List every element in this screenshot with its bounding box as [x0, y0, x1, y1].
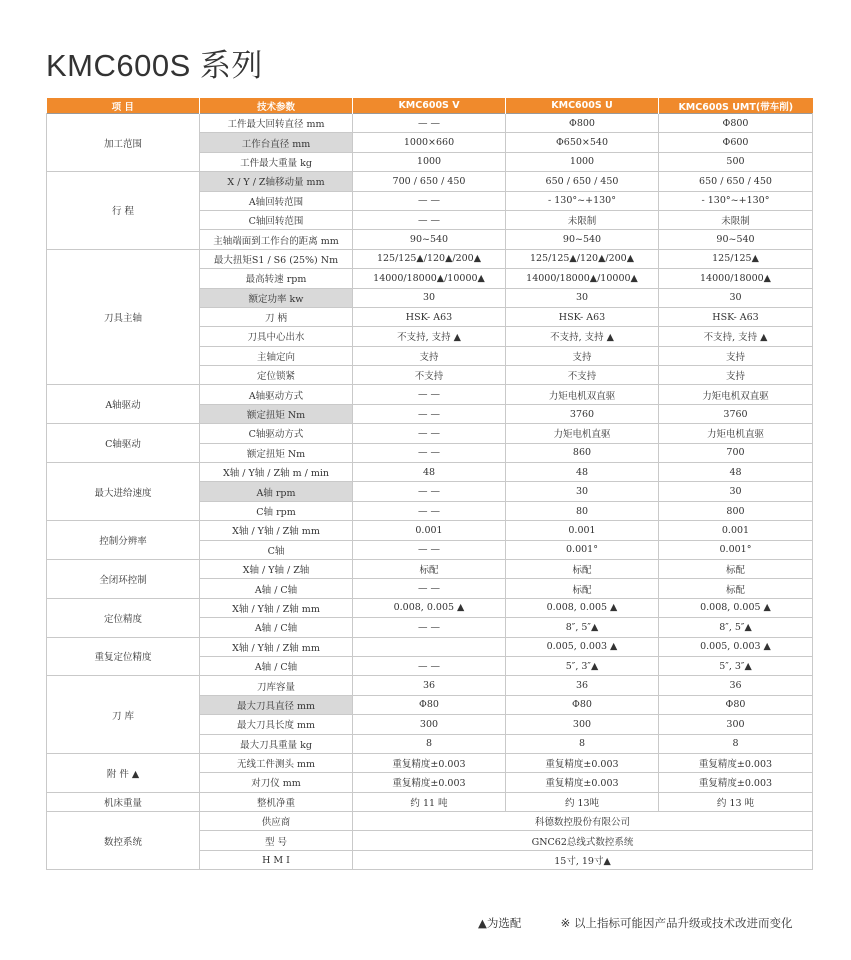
value-cell-umt: 800 — [659, 501, 813, 520]
value-cell-u: 重复精度±0.003 — [506, 753, 659, 772]
parameter-cell: 供应商 — [200, 812, 353, 831]
value-cell-umt: 300 — [659, 715, 813, 734]
category-cell: 加工范围 — [47, 114, 200, 172]
value-cell-u: 8 — [506, 734, 659, 753]
value-cell-u: 48 — [506, 463, 659, 482]
value-cell-umt: 30 — [659, 288, 813, 307]
value-cell-umt: 标配 — [659, 579, 813, 598]
category-cell: 定位精度 — [47, 598, 200, 637]
table-row — [47, 792, 813, 811]
category-cell: 控制分辨率 — [47, 521, 200, 560]
value-cell-u: 90~540 — [506, 230, 659, 249]
parameter-cell: A轴回转范围 — [200, 191, 353, 210]
value-cell-u: 未限制 — [506, 210, 659, 229]
option-legend: ▲为选配 — [478, 916, 522, 930]
value-cell-v: 1000 — [353, 152, 506, 171]
value-cell-v: 约 11 吨 — [353, 792, 506, 811]
value-cell-u: 3760 — [506, 404, 659, 423]
parameter-cell: 主轴端面到工作台的距离 mm — [200, 230, 353, 249]
value-cell-v: — — — [353, 385, 506, 404]
category-cell: 机床重量 — [47, 792, 200, 811]
spec-table — [46, 98, 813, 870]
value-cell-umt: 支持 — [659, 346, 813, 365]
value-cell-v: 700 / 650 / 450 — [353, 172, 506, 191]
footnote — [478, 915, 792, 931]
parameter-cell: 刀库容量 — [200, 676, 353, 695]
value-cell-u: 30 — [506, 482, 659, 501]
category-cell: C轴驱动 — [47, 424, 200, 463]
value-cell-v: 8 — [353, 734, 506, 753]
header-model-umt: KMC600S UMT(带车削) — [659, 98, 813, 114]
value-cell-umt: 36 — [659, 676, 813, 695]
table-row — [47, 598, 813, 617]
parameter-cell: 工件最大重量 kg — [200, 152, 353, 171]
parameter-cell: 主轴定向 — [200, 346, 353, 365]
cnc-value-cell: GNC62总线式数控系统 — [353, 831, 813, 850]
parameter-cell: 额定功率 kw — [200, 288, 353, 307]
value-cell-umt: 不支持, 支持 ▲ — [659, 327, 813, 346]
value-cell-v: 36 — [353, 676, 506, 695]
value-cell-umt: 重复精度±0.003 — [659, 753, 813, 772]
value-cell-u: - 130°~+130° — [506, 191, 659, 210]
parameter-cell: 最大刀具直径 mm — [200, 695, 353, 714]
value-cell-u: 0.001 — [506, 521, 659, 540]
value-cell-u: 力矩电机直驱 — [506, 424, 659, 443]
table-row — [47, 812, 813, 831]
value-cell-u: Φ80 — [506, 695, 659, 714]
value-cell-v: 0.001 — [353, 521, 506, 540]
header-model-u: KMC600S U — [506, 98, 659, 114]
value-cell-u: 0.001° — [506, 540, 659, 559]
value-cell-v: 300 — [353, 715, 506, 734]
parameter-cell: 对刀仪 mm — [200, 773, 353, 792]
value-cell-v: 不支持, 支持 ▲ — [353, 327, 506, 346]
parameter-cell: 工件最大回转直径 mm — [200, 114, 353, 133]
parameter-cell: A轴 rpm — [200, 482, 353, 501]
parameter-cell: A轴驱动方式 — [200, 385, 353, 404]
value-cell-v: — — — [353, 656, 506, 675]
table-row — [47, 172, 813, 191]
value-cell-v: — — — [353, 482, 506, 501]
value-cell-u: 支持 — [506, 346, 659, 365]
value-cell-umt: 30 — [659, 482, 813, 501]
value-cell-umt: 500 — [659, 152, 813, 171]
change-notice: ※ 以上指标可能因产品升级或技术改进而变化 — [560, 916, 793, 930]
value-cell-u: 重复精度±0.003 — [506, 773, 659, 792]
header-parameter: 技术参数 — [200, 98, 353, 114]
parameter-cell: 刀具中心出水 — [200, 327, 353, 346]
parameter-cell: 最大刀具长度 mm — [200, 715, 353, 734]
value-cell-umt: 未限制 — [659, 210, 813, 229]
value-cell-v: 0.008, 0.005 ▲ — [353, 598, 506, 617]
category-cell: 全闭环控制 — [47, 559, 200, 598]
parameter-cell: X轴 / Y轴 / Z轴 — [200, 559, 353, 578]
value-cell-v: 重复精度±0.003 — [353, 773, 506, 792]
value-cell-v: — — — [353, 618, 506, 637]
value-cell-v — [353, 637, 506, 656]
value-cell-u: 30 — [506, 288, 659, 307]
table-header-row — [47, 98, 813, 114]
value-cell-u: 不支持, 支持 ▲ — [506, 327, 659, 346]
value-cell-v: HSK- A63 — [353, 307, 506, 326]
value-cell-u: Φ800 — [506, 114, 659, 133]
value-cell-v: 125/125▲/120▲/200▲ — [353, 249, 506, 268]
cnc-value-cell: 科德数控股份有限公司 — [353, 812, 813, 831]
category-cell: A轴驱动 — [47, 385, 200, 424]
spec-table-body — [47, 114, 813, 870]
parameter-cell: C轴回转范围 — [200, 210, 353, 229]
parameter-cell: 无线工件测头 mm — [200, 753, 353, 772]
value-cell-v: — — — [353, 501, 506, 520]
value-cell-umt: 0.001 — [659, 521, 813, 540]
value-cell-v: 14000/18000▲/10000▲ — [353, 269, 506, 288]
value-cell-u: 约 13吨 — [506, 792, 659, 811]
value-cell-umt: 14000/18000▲ — [659, 269, 813, 288]
value-cell-umt: 8″, 5″▲ — [659, 618, 813, 637]
parameter-cell: X轴 / Y轴 / Z轴 m / min — [200, 463, 353, 482]
parameter-cell: 最高转速 rpm — [200, 269, 353, 288]
table-row — [47, 385, 813, 404]
value-cell-v: — — — [353, 424, 506, 443]
value-cell-u: 300 — [506, 715, 659, 734]
parameter-cell: 整机净重 — [200, 792, 353, 811]
parameter-cell: C轴 — [200, 540, 353, 559]
value-cell-umt: 力矩电机双直驱 — [659, 385, 813, 404]
value-cell-u: 80 — [506, 501, 659, 520]
value-cell-u: 不支持 — [506, 366, 659, 385]
value-cell-umt: 700 — [659, 443, 813, 462]
category-cell: 附 件 ▲ — [47, 753, 200, 792]
value-cell-umt: 约 13 吨 — [659, 792, 813, 811]
value-cell-v: Φ80 — [353, 695, 506, 714]
category-cell: 刀具主轴 — [47, 249, 200, 385]
value-cell-u: 36 — [506, 676, 659, 695]
value-cell-umt: 0.001° — [659, 540, 813, 559]
parameter-cell: 刀 柄 — [200, 307, 353, 326]
table-row — [47, 114, 813, 133]
value-cell-v: 不支持 — [353, 366, 506, 385]
parameter-cell: 最大刀具重量 kg — [200, 734, 353, 753]
value-cell-v: — — — [353, 210, 506, 229]
table-row — [47, 424, 813, 443]
parameter-cell: 额定扭矩 Nm — [200, 443, 353, 462]
parameter-cell: A轴 / C轴 — [200, 618, 353, 637]
parameter-cell: C轴驱动方式 — [200, 424, 353, 443]
value-cell-u: HSK- A63 — [506, 307, 659, 326]
value-cell-v: — — — [353, 540, 506, 559]
header-item: 项 目 — [47, 98, 200, 114]
value-cell-v: 标配 — [353, 559, 506, 578]
value-cell-v: — — — [353, 404, 506, 423]
value-cell-umt: 力矩电机直驱 — [659, 424, 813, 443]
value-cell-u: 力矩电机双直驱 — [506, 385, 659, 404]
value-cell-u: Φ650×540 — [506, 133, 659, 152]
value-cell-umt: 5″, 3″▲ — [659, 656, 813, 675]
parameter-cell: X / Y / Z轴移动量 mm — [200, 172, 353, 191]
value-cell-v: — — — [353, 114, 506, 133]
value-cell-umt: Φ80 — [659, 695, 813, 714]
table-row — [47, 637, 813, 656]
value-cell-u: 125/125▲/120▲/200▲ — [506, 249, 659, 268]
category-cell: 行 程 — [47, 172, 200, 250]
value-cell-umt: HSK- A63 — [659, 307, 813, 326]
value-cell-v: 1000×660 — [353, 133, 506, 152]
value-cell-u: 650 / 650 / 450 — [506, 172, 659, 191]
value-cell-v: 支持 — [353, 346, 506, 365]
parameter-cell: A轴 / C轴 — [200, 579, 353, 598]
value-cell-u: 标配 — [506, 559, 659, 578]
value-cell-u: 0.008, 0.005 ▲ — [506, 598, 659, 617]
category-cell: 重复定位精度 — [47, 637, 200, 676]
value-cell-umt: 3760 — [659, 404, 813, 423]
value-cell-umt: Φ600 — [659, 133, 813, 152]
table-row — [47, 559, 813, 578]
value-cell-umt: 125/125▲ — [659, 249, 813, 268]
value-cell-v: — — — [353, 443, 506, 462]
value-cell-umt: 650 / 650 / 450 — [659, 172, 813, 191]
value-cell-v: — — — [353, 579, 506, 598]
table-row — [47, 753, 813, 772]
value-cell-umt: 8 — [659, 734, 813, 753]
category-cell: 刀 库 — [47, 676, 200, 754]
parameter-cell: X轴 / Y轴 / Z轴 mm — [200, 521, 353, 540]
page-title: KMC600S 系列 — [46, 48, 263, 83]
header-model-v: KMC600S V — [353, 98, 506, 114]
value-cell-u: 标配 — [506, 579, 659, 598]
value-cell-v: 48 — [353, 463, 506, 482]
parameter-cell: 最大扭矩S1 / S6 (25%) Nm — [200, 249, 353, 268]
parameter-cell: 定位锁紧 — [200, 366, 353, 385]
table-row — [47, 676, 813, 695]
parameter-cell: H M I — [200, 850, 353, 869]
parameter-cell: X轴 / Y轴 / Z轴 mm — [200, 637, 353, 656]
value-cell-u: 8″, 5″▲ — [506, 618, 659, 637]
value-cell-umt: 90~540 — [659, 230, 813, 249]
value-cell-umt: 标配 — [659, 559, 813, 578]
parameter-cell: 型 号 — [200, 831, 353, 850]
value-cell-umt: 0.008, 0.005 ▲ — [659, 598, 813, 617]
parameter-cell: X轴 / Y轴 / Z轴 mm — [200, 598, 353, 617]
category-cell: 数控系统 — [47, 812, 200, 870]
table-row — [47, 463, 813, 482]
value-cell-v: — — — [353, 191, 506, 210]
value-cell-umt: 重复精度±0.003 — [659, 773, 813, 792]
value-cell-umt: - 130°~+130° — [659, 191, 813, 210]
value-cell-u: 0.005, 0.003 ▲ — [506, 637, 659, 656]
value-cell-umt: 48 — [659, 463, 813, 482]
cnc-value-cell: 15寸, 19寸▲ — [353, 850, 813, 869]
value-cell-umt: Φ800 — [659, 114, 813, 133]
value-cell-umt: 支持 — [659, 366, 813, 385]
value-cell-u: 860 — [506, 443, 659, 462]
value-cell-v: 90~540 — [353, 230, 506, 249]
value-cell-u: 14000/18000▲/10000▲ — [506, 269, 659, 288]
table-row — [47, 521, 813, 540]
value-cell-v: 重复精度±0.003 — [353, 753, 506, 772]
value-cell-v: 30 — [353, 288, 506, 307]
category-cell: 最大进给速度 — [47, 463, 200, 521]
table-row — [47, 249, 813, 268]
parameter-cell: C轴 rpm — [200, 501, 353, 520]
value-cell-umt: 0.005, 0.003 ▲ — [659, 637, 813, 656]
parameter-cell: 额定扭矩 Nm — [200, 404, 353, 423]
value-cell-u: 5″, 3″▲ — [506, 656, 659, 675]
parameter-cell: A轴 / C轴 — [200, 656, 353, 675]
value-cell-u: 1000 — [506, 152, 659, 171]
parameter-cell: 工作台直径 mm — [200, 133, 353, 152]
